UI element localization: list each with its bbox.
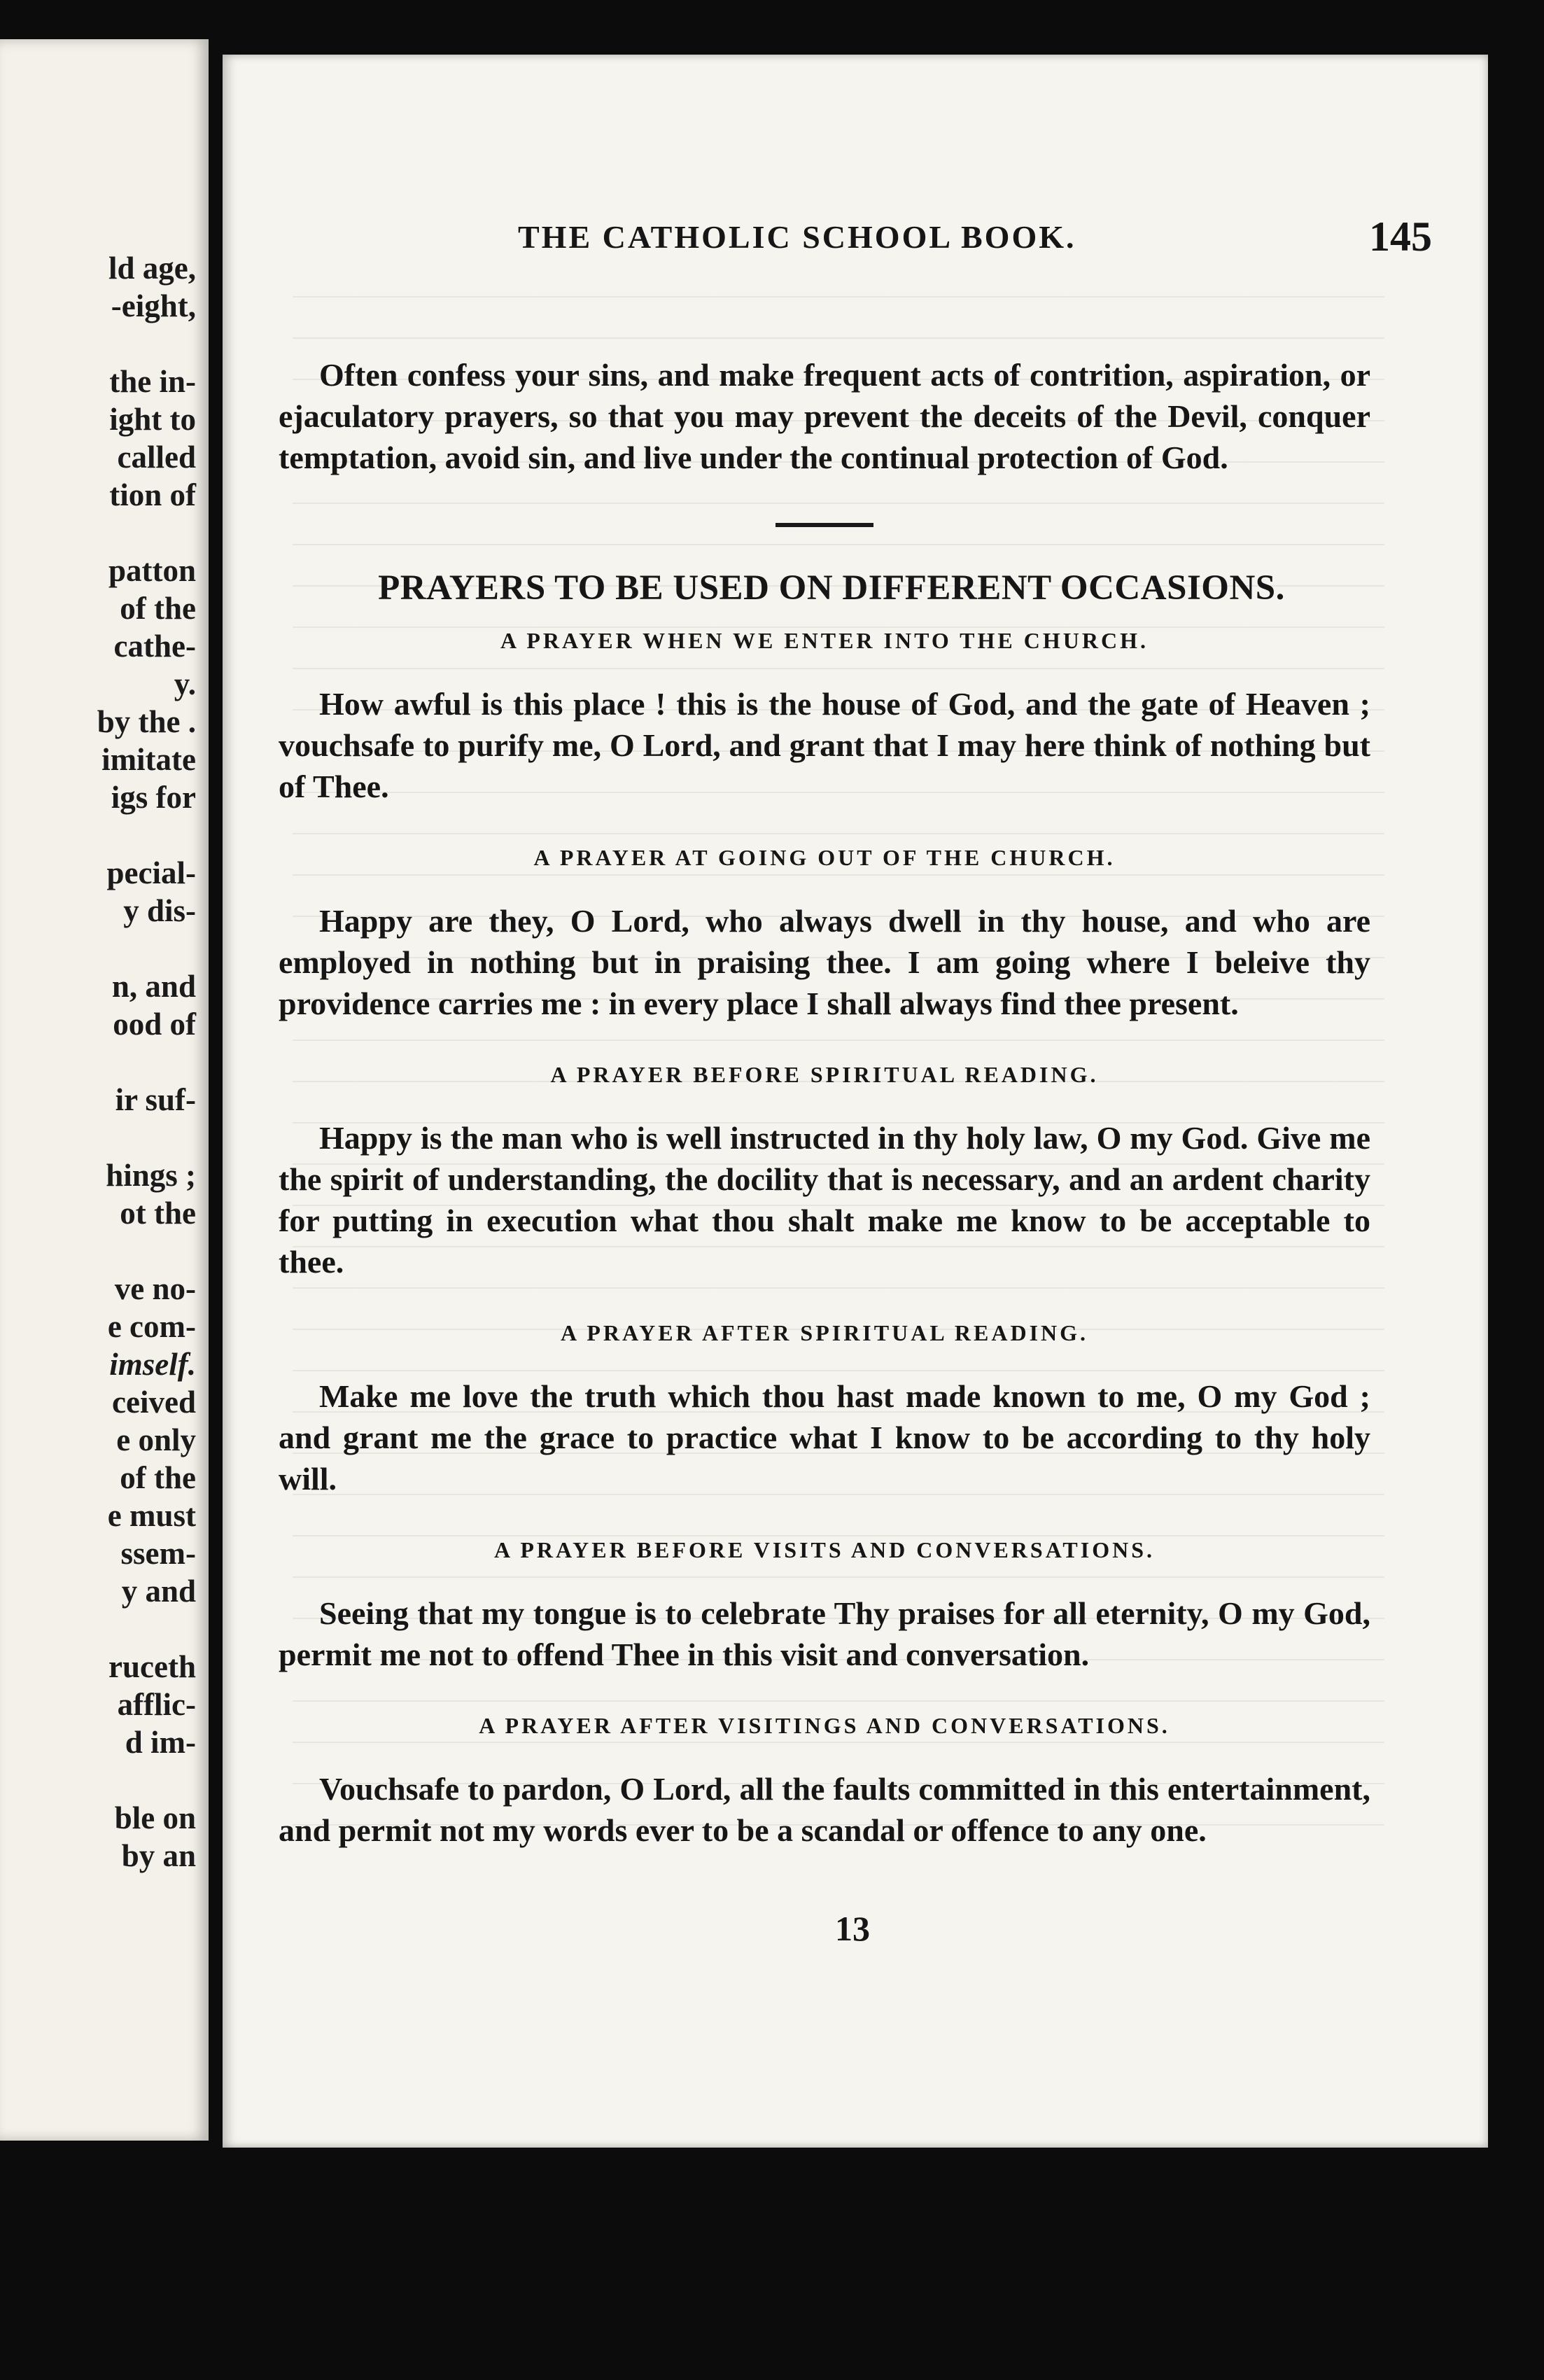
left-page-line: of the — [120, 1460, 196, 1495]
prayer-section-before-reading — [279, 1062, 1370, 1282]
left-page-line: ssem- — [120, 1536, 196, 1571]
left-page-line: ot the — [120, 1196, 196, 1231]
left-page-line: igs for — [111, 780, 196, 815]
left-page-line: ve no- — [114, 1271, 196, 1306]
left-page-line — [0, 1610, 196, 1648]
signature-mark: 13 — [835, 1909, 870, 1948]
left-page-line: n, and — [111, 969, 196, 1004]
left-page-line: ceived — [112, 1385, 196, 1420]
left-page-line: e com- — [107, 1309, 196, 1344]
main-heading: PRAYERS TO BE USED ON DIFFERENT OCCASIONS. — [378, 568, 1285, 608]
prayer-section-after-reading — [279, 1320, 1370, 1499]
left-page-line: d im- — [125, 1725, 196, 1760]
section-heading: A PRAYER AFTER VISITINGS AND CONVERSATIONS. — [479, 1713, 1170, 1738]
left-page-line: e must — [107, 1498, 196, 1533]
left-page-line: ir suf- — [115, 1082, 196, 1117]
left-page-line: called — [117, 440, 196, 475]
section-text: Happy are they, O Lord, who always dwell in thy house, and who are employed in nothing but in praising thee. I am going where I beleive thy providence carries me : in every place I shall always find thee present. — [279, 903, 1370, 1021]
left-page-line: by the . — [97, 704, 196, 739]
left-page-line: ble on — [114, 1800, 196, 1835]
section-heading: A PRAYER BEFORE SPIRITUAL READING. — [550, 1062, 1099, 1087]
running-title: THE CATHOLIC SCHOOL BOOK. — [518, 219, 1076, 255]
left-page-line: afflic- — [117, 1687, 196, 1722]
left-page-line: ood of — [113, 1007, 196, 1042]
page-content — [279, 265, 1370, 1889]
left-page-line: y and — [121, 1574, 196, 1609]
left-page-line: cathe- — [113, 629, 196, 664]
left-page-line — [0, 816, 196, 854]
section-text: How awful is this place ! this is the house of God, and the gate of Heaven ; vouchsafe to purify me, O Lord, and grant that I may here think of nothing but of Thee. — [279, 686, 1370, 804]
left-page-line: imself. — [109, 1347, 196, 1382]
left-page-line: y. — [174, 666, 196, 701]
left-page-line: ight to — [109, 402, 196, 437]
section-text: Seeing that my tongue is to celebrate Thy praises for all eternity, O my God, permit me not to offend Thee in this visit and conversation. — [279, 1595, 1370, 1672]
left-page-line: imitate — [101, 742, 196, 777]
left-page-line — [0, 1761, 196, 1799]
section-heading: A PRAYER WHEN WE ENTER INTO THE CHURCH. — [500, 628, 1149, 653]
section-heading: A PRAYER AT GOING OUT OF THE CHURCH. — [533, 845, 1116, 870]
left-page-line: patton — [108, 553, 196, 588]
left-page-line: ruceth — [108, 1649, 196, 1684]
left-page-line — [0, 1119, 196, 1156]
prayer-section-leave-church — [279, 845, 1370, 1024]
left-page-line: by an — [121, 1838, 196, 1873]
section-divider — [775, 523, 873, 527]
section-text: Vouchsafe to pardon, O Lord, all the faults committed in this entertainment, and permit not my words ever to be a scandal or offence to any one. — [279, 1771, 1370, 1848]
left-page-fragment — [0, 39, 209, 2141]
left-page-line: y dis- — [123, 893, 196, 928]
left-page-line: the in- — [109, 364, 196, 399]
section-text: Make me love the truth which thou hast made known to me, O my God ; and grant me the grace to practice what I know to be according to thy holy will. — [279, 1378, 1370, 1497]
left-page-line: ld age, — [108, 251, 196, 286]
left-page-line — [0, 325, 196, 363]
left-page-line: hings ; — [106, 1158, 196, 1193]
left-page-line — [0, 930, 196, 967]
running-header — [223, 214, 1488, 267]
prayer-section-enter-church — [279, 628, 1370, 807]
left-page-line — [0, 1232, 196, 1270]
left-page-line: e only — [116, 1422, 196, 1457]
left-page-line: pecial- — [106, 855, 196, 890]
left-page-line — [0, 1043, 196, 1081]
right-page — [223, 55, 1488, 2148]
prayer-section-after-visits — [279, 1713, 1370, 1851]
section-text: Happy is the man who is well instructed in thy holy law, O my God. Give me the spirit of understanding, the docility that is necessary, and an ardent charity for putting in execution what thou shalt make me know to be acceptable to thee. — [279, 1120, 1370, 1280]
section-heading: A PRAYER AFTER SPIRITUAL READING. — [560, 1320, 1089, 1345]
page-number: 145 — [1369, 214, 1432, 260]
left-page-line: -eight, — [111, 288, 196, 323]
intro-paragraph: Often confess your sins, and make frequent acts of contrition, aspiration, or ejaculatory prayers, so that you may prevent the deceits of the Devil, conquer temptation, avoid sin, and live under the continual protection of God. — [279, 357, 1370, 475]
left-page-line: tion of — [109, 477, 196, 512]
left-page-text — [0, 249, 196, 1875]
left-page-line — [0, 514, 196, 552]
section-heading: A PRAYER BEFORE VISITS AND CONVERSATIONS. — [493, 1537, 1156, 1562]
left-page-line: of the — [120, 591, 196, 626]
prayer-section-before-visits — [279, 1537, 1370, 1675]
